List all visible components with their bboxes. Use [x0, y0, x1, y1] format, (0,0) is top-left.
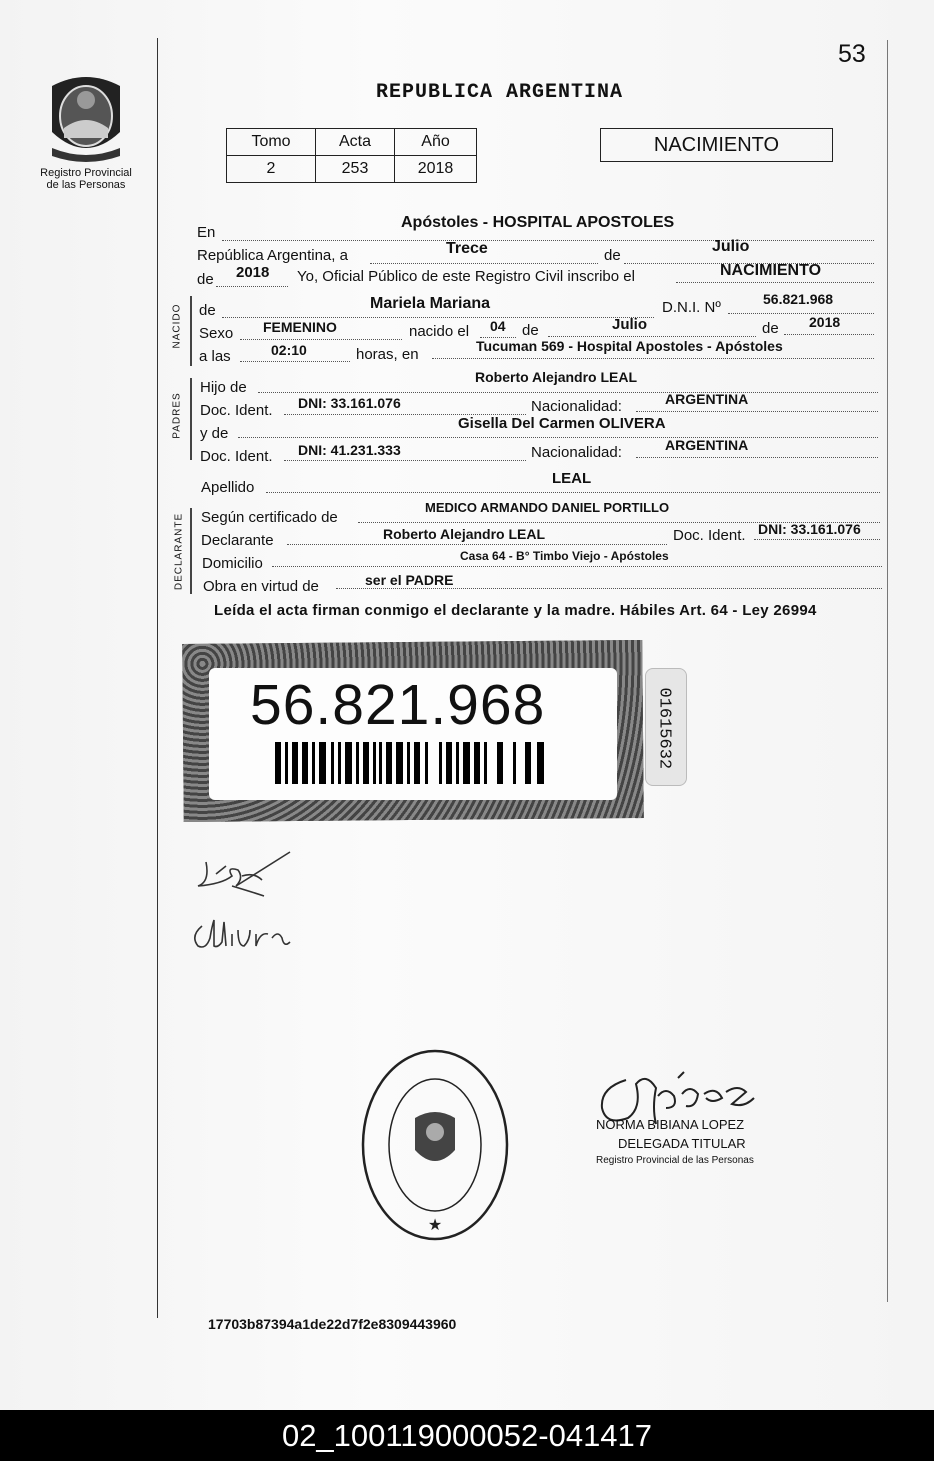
anio-header: Año [395, 129, 477, 156]
year-value: 2018 [236, 264, 270, 281]
day-value: Trece [446, 240, 488, 257]
dotted-line [784, 334, 874, 335]
de-label-2: de [197, 271, 214, 288]
acta-header: Acta [316, 129, 395, 156]
official-org: Registro Provincial de las Personas [596, 1155, 754, 1166]
dotted-line [222, 240, 874, 241]
document-title: REPUBLICA ARGENTINA [376, 81, 624, 104]
mother-name-value: Gisella Del Carmen OLIVERA [458, 415, 666, 432]
logo-caption-line1: Registro Provincial [40, 167, 132, 179]
record-type-box: NACIMIENTO [600, 128, 833, 162]
father-nationality-value: ARGENTINA [665, 391, 749, 407]
republica-label: República Argentina, a [197, 247, 348, 264]
tomo-header: Tomo [227, 129, 316, 156]
barcode-icon [275, 742, 547, 784]
dotted-line [636, 457, 878, 458]
birth-hour-value: 02:10 [271, 342, 307, 358]
declarante-label: Declarante [201, 532, 274, 549]
nacionalidad-label-2: Nacionalidad: [531, 444, 622, 461]
padres-bracket [190, 378, 192, 460]
birth-place-value: Tucuman 569 - Hospital Apostoles - Apóstoles [476, 338, 783, 354]
dotted-line [754, 539, 880, 540]
page-number: 53 [838, 40, 866, 68]
dotted-line [240, 361, 350, 362]
logo-caption-line2: de las Personas [46, 179, 126, 191]
de-label-3: de [199, 302, 216, 319]
dotted-line [216, 286, 288, 287]
declarante-signature-icon [192, 846, 296, 900]
certificado-label: Según certificado de [201, 509, 338, 526]
acta-value: 253 [316, 156, 395, 183]
inscribe-value: NACIMIENTO [720, 262, 822, 279]
declarante-name-value: Roberto Alejandro LEAL [383, 526, 546, 542]
father-name-value: Roberto Alejandro LEAL [475, 369, 638, 385]
record-table [226, 128, 477, 183]
province-seal-icon [44, 72, 128, 164]
anio-value: 2018 [395, 156, 477, 183]
right-margin-line [887, 40, 888, 1302]
y-de-label: y de [200, 425, 229, 442]
dotted-line [272, 566, 882, 567]
place-value: Apóstoles - HOSPITAL APOSTOLES [401, 214, 675, 231]
closing-text: Leída el acta firman conmigo el declarante y la madre. Hábiles Art. 64 - Ley 26994 [214, 602, 817, 619]
dni-label: D.N.I. Nº [662, 299, 721, 316]
control-tag-code: 01615632 [654, 687, 674, 770]
dotted-line [266, 492, 880, 493]
declarante-doc-value: DNI: 33.161.076 [758, 521, 861, 537]
official-signature-block [596, 1117, 754, 1166]
doc-ident-label-2: Doc. Ident. [200, 448, 273, 465]
mother-nationality-value: ARGENTINA [665, 437, 749, 453]
dotted-line [548, 336, 756, 337]
dotted-line [287, 544, 667, 545]
domicilio-value: Casa 64 - B° Timbo Viejo - Apóstoles [460, 549, 669, 563]
dotted-line [432, 358, 874, 359]
document-hash: 17703b87394a1de22d7f2e8309443960 [208, 1316, 457, 1332]
child-name-value: Mariela Mariana [370, 295, 491, 312]
de-label-4: de [522, 322, 539, 339]
delegation-stamp-icon [360, 1048, 510, 1242]
dotted-line [238, 437, 878, 438]
padres-section-label: PADRES [171, 392, 183, 439]
birth-month-value: Julio [612, 316, 648, 333]
obra-value: ser el PADRE [365, 572, 454, 588]
hijo-de-label: Hijo de [200, 379, 247, 396]
apellido-value: LEAL [552, 470, 592, 487]
doc-ident-label-3: Doc. Ident. [673, 527, 746, 544]
dni-sticker-number: 56.821.968 [250, 673, 546, 737]
madre-signature-icon [188, 912, 296, 956]
doc-ident-label: Doc. Ident. [200, 402, 273, 419]
dotted-line [258, 392, 878, 393]
apellido-label: Apellido [201, 479, 255, 496]
en-label: En [197, 224, 216, 241]
domicilio-label: Domicilio [202, 555, 263, 572]
left-margin-line [157, 38, 158, 1318]
de-label: de [604, 247, 621, 264]
child-dni-value: 56.821.968 [763, 291, 834, 307]
father-doc-value: DNI: 33.161.076 [298, 395, 401, 411]
dotted-line [284, 460, 526, 461]
mother-doc-value: DNI: 41.231.333 [298, 442, 401, 458]
declarante-bracket [190, 508, 192, 594]
dotted-line [676, 282, 874, 283]
obra-label: Obra en virtud de [203, 578, 319, 595]
birth-year-value: 2018 [809, 314, 841, 330]
de-label-5: de [762, 320, 779, 337]
nacido-bracket [190, 296, 192, 366]
sexo-label: Sexo [199, 325, 234, 342]
official-name: NORMA BIBIANA LOPEZ [596, 1117, 745, 1132]
certificado-value: MEDICO ARMANDO DANIEL PORTILLO [425, 500, 670, 515]
dotted-line [728, 313, 874, 314]
a-las-label: a las [199, 348, 231, 365]
oficial-text: Yo, Oficial Público de este Registro Civil inscribo el [297, 268, 635, 285]
footer-code: 02_100119000052-041417 [0, 1410, 934, 1461]
svg-text:★: ★ [427, 1217, 443, 1234]
registry-logo [38, 72, 134, 191]
official-role: DELEGADA TITULAR [618, 1136, 746, 1151]
dotted-line [240, 339, 402, 340]
dotted-line [336, 588, 882, 589]
dotted-line [370, 263, 598, 264]
declarante-section-label: DECLARANTE [173, 512, 185, 591]
nacido-section-label: NACIDO [171, 303, 183, 349]
sexo-value: FEMENINO [263, 319, 337, 335]
month-value: Julio [712, 238, 750, 255]
tomo-value: 2 [227, 156, 316, 183]
dotted-line [636, 411, 878, 412]
nacionalidad-label: Nacionalidad: [531, 398, 622, 415]
nacido-el-label: nacido el [409, 323, 470, 340]
dotted-line [222, 317, 654, 318]
horas-en-label: horas, en [356, 346, 419, 363]
birth-day-value: 04 [490, 318, 506, 334]
